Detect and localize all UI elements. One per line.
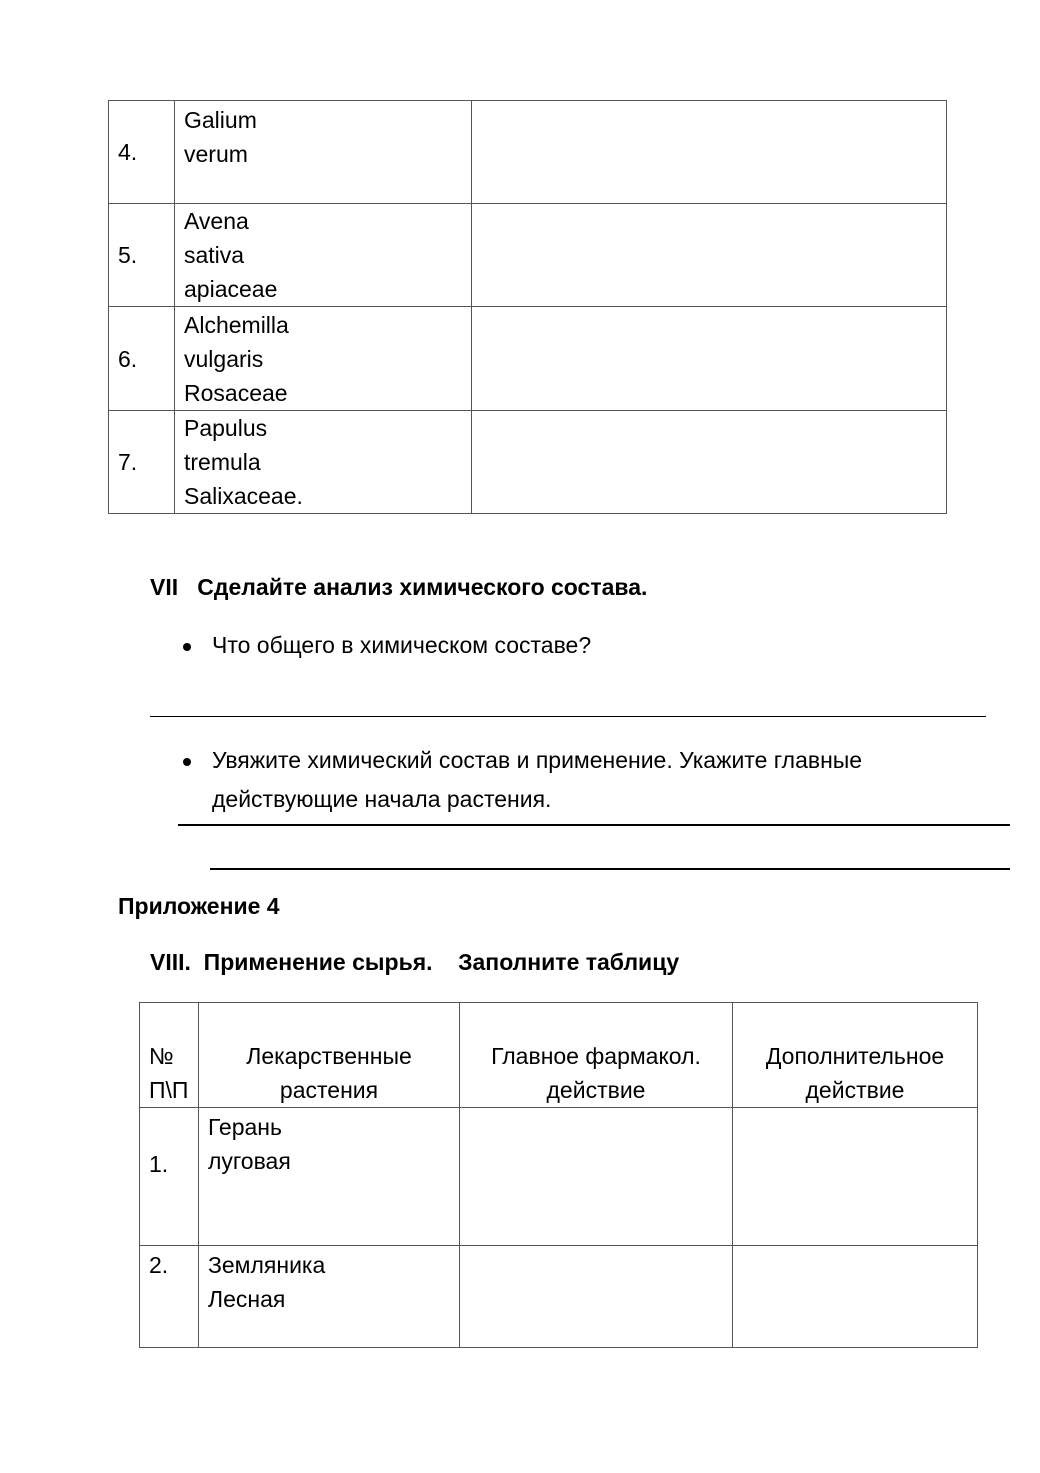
answer-cell[interactable] bbox=[472, 411, 947, 514]
table-row bbox=[140, 1246, 978, 1348]
answer-cell[interactable] bbox=[472, 204, 947, 307]
row-number: 1. bbox=[140, 1108, 199, 1246]
answer-line-3[interactable] bbox=[210, 868, 1010, 870]
plant-name: Герань луговая bbox=[199, 1108, 460, 1246]
header-number: № П\П bbox=[140, 1003, 199, 1108]
plant-name: Земляника Лесная bbox=[199, 1246, 460, 1348]
header-main-action: Главное фармакол. действие bbox=[460, 1003, 733, 1108]
section-8-title: VIII. Применение сырья. Заполните таблицу bbox=[150, 949, 680, 975]
table-row bbox=[109, 204, 947, 307]
plants-table-1 bbox=[108, 100, 947, 514]
question-2-line-1: Увяжите химический состав и применение. Укажите главные bbox=[212, 747, 863, 773]
table-header-row bbox=[140, 1003, 978, 1108]
plant-name: Galium verum bbox=[175, 101, 472, 204]
main-action-cell[interactable] bbox=[460, 1246, 733, 1348]
header-extra-action: Дополнительное действие bbox=[733, 1003, 978, 1108]
bullet-icon bbox=[183, 758, 191, 766]
answer-cell[interactable] bbox=[472, 101, 947, 204]
plant-name: Alchemilla vulgaris Rosaceae bbox=[175, 307, 472, 411]
plant-name: Avena sativa apiaceae bbox=[175, 204, 472, 307]
row-number: 7. bbox=[109, 411, 175, 514]
appendix-heading: Приложение 4 bbox=[118, 893, 280, 919]
question-2-line-2: действующие начала растения. bbox=[212, 786, 552, 812]
plant-name: Papulus tremula Salixaceae. bbox=[175, 411, 472, 514]
answer-line-2[interactable] bbox=[178, 824, 1010, 826]
row-number: 4. bbox=[109, 101, 175, 204]
question-1: Что общего в химическом составе? bbox=[212, 632, 592, 658]
table-row bbox=[109, 101, 947, 204]
answer-cell[interactable] bbox=[472, 307, 947, 411]
answer-line-1[interactable] bbox=[150, 716, 986, 717]
row-number: 6. bbox=[109, 307, 175, 411]
bullet-icon bbox=[183, 643, 191, 651]
table-row bbox=[109, 411, 947, 514]
section-7-title: VII Сделайте анализ химического состава. bbox=[150, 574, 648, 600]
extra-action-cell[interactable] bbox=[733, 1108, 978, 1246]
extra-action-cell[interactable] bbox=[733, 1246, 978, 1348]
row-number: 2. bbox=[140, 1246, 199, 1348]
table-row bbox=[140, 1108, 978, 1246]
header-plants: Лекарственные растения bbox=[199, 1003, 460, 1108]
main-action-cell[interactable] bbox=[460, 1108, 733, 1246]
plants-table-2 bbox=[139, 1002, 978, 1348]
table-row bbox=[109, 307, 947, 411]
row-number: 5. bbox=[109, 204, 175, 307]
